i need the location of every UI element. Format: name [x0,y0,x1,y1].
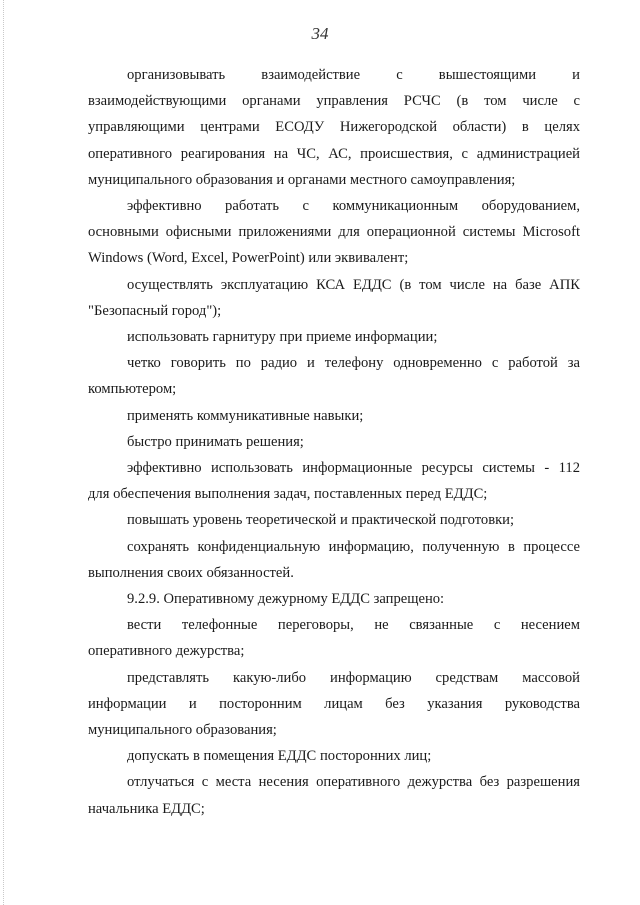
text-line: начальника ЕДДС; [88,800,205,817]
text-line: "Безопасный город"); [88,302,222,319]
document-body [88,62,580,822]
paragraph [88,665,580,744]
page-number: 34 [311,24,329,43]
text-line: применять коммуникативные навыки; [127,407,364,424]
text-line: компьютером; [88,381,177,398]
text-line: оперативного дежурства; [88,643,245,660]
text-line: повышать уровень теоретической и практической подготовки; [127,512,515,529]
text-line: организовывать взаимодействие с вышестоящими и [127,67,580,83]
text-line: для обеспечения выполнения задач, поставленных перед ЕДДС; [88,486,488,503]
paragraph [88,769,580,821]
paragraph [88,272,580,324]
text-line: быстро принимать решения; [127,433,304,450]
paragraph [88,507,580,533]
text-line: сохранять конфиденциальную информацию, полученную в процессе [127,538,580,555]
text-line: 9.2.9. Оперативному дежурному ЕДДС запрещено: [127,591,445,608]
text-line: муниципального образования и органами местного самоуправления; [88,171,516,188]
paragraph [88,429,580,455]
section-heading [88,586,580,612]
paragraph [88,350,580,402]
paragraph [88,62,580,193]
text-line: оперативного реагирования на ЧС, АС, происшествия, с администрацией [88,145,580,162]
text-line: отлучаться с места несения оперативного дежурства без разрешения [127,774,580,791]
text-line: выполнения своих обязанностей. [88,564,294,581]
scan-edge-line [3,0,4,905]
paragraph [88,403,580,429]
text-line: использовать гарнитуру при приеме информации; [127,329,438,346]
text-line: информации и посторонним лицам без указания руководства [88,695,580,712]
paragraph [88,193,580,272]
text-line: осуществлять эксплуатацию КСА ЕДДС (в том числе на базе АПК [127,276,580,293]
text-line: управляющими центрами ЕСОДУ Нижегородской области) в целях [88,119,580,136]
text-line: эффективно работать с коммуникационным оборудованием, [127,198,580,215]
paragraph [88,743,580,769]
paragraph [88,324,580,350]
text-line: вести телефонные переговоры, не связанные с несением [127,617,580,634]
paragraph [88,534,580,586]
paragraph [88,455,580,507]
text-line: допускать в помещения ЕДДС посторонних лиц; [127,748,432,765]
text-line: муниципального образования; [88,722,277,739]
text-line: Windows (Word, Excel, PowerPoint) или эквивалент; [88,250,409,267]
text-line: представлять какую-либо информацию средствам массовой [127,669,580,686]
text-line: четко говорить по радио и телефону одновременно с работой за [127,355,580,372]
text-line: основными офисными приложениями для операционной системы Microsoft [88,224,580,241]
paragraph [88,612,580,664]
text-line: эффективно использовать информационные ресурсы системы - 112 [127,460,580,477]
text-line: взаимодействующими органами управления РСЧС (в том числе с [88,93,580,110]
